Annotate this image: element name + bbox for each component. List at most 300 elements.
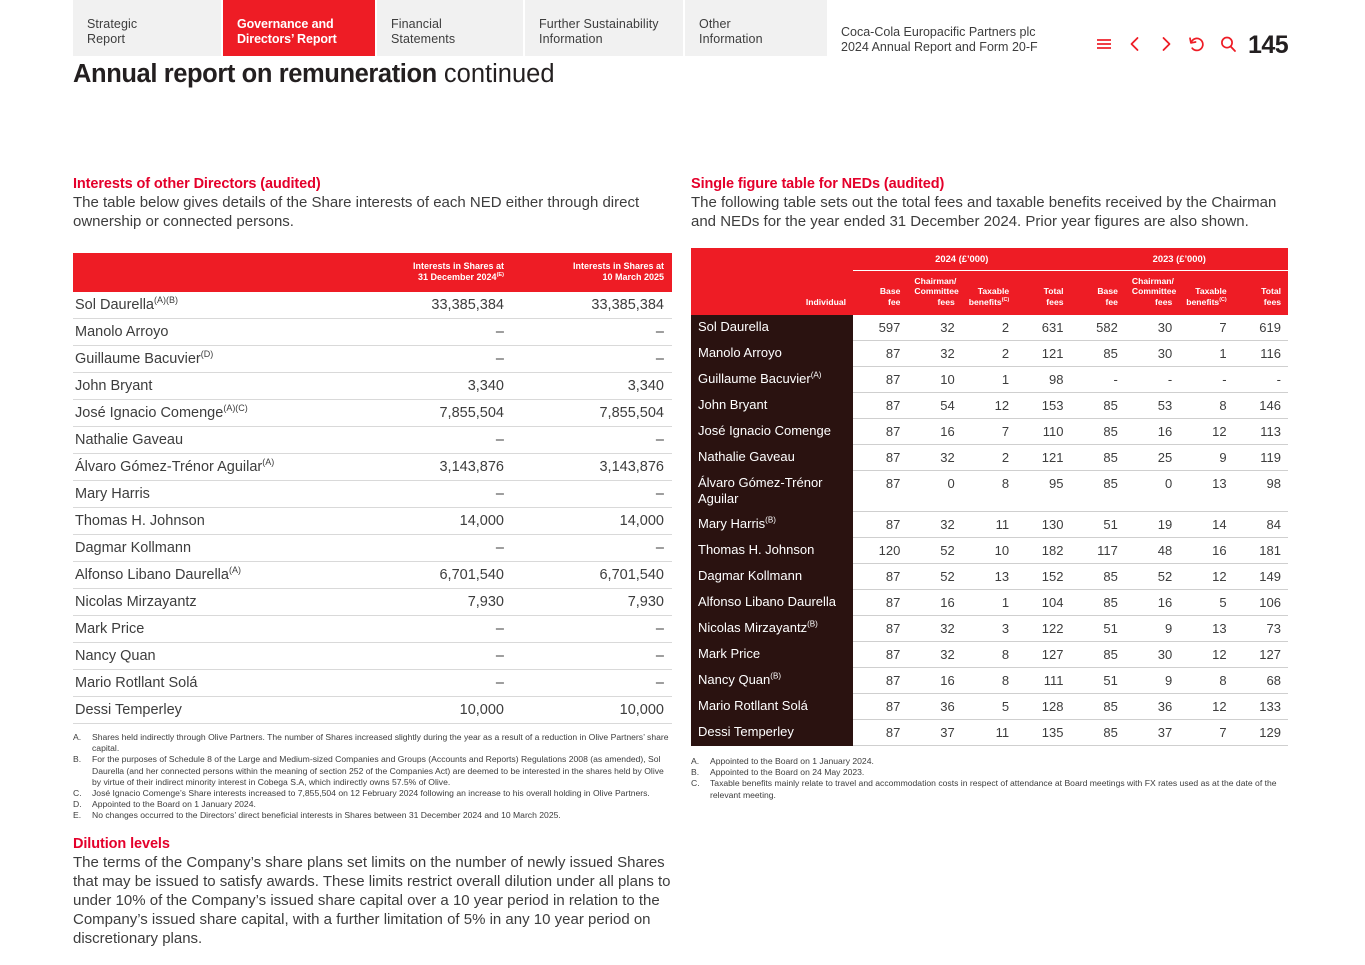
table-header (73, 253, 672, 292)
cell-director-name: Dessi Temperley (73, 697, 352, 724)
column-header-2023-taxable-benefits (1179, 276, 1233, 316)
cell-2023-total-fees: 119 (1234, 445, 1288, 471)
table-row (691, 720, 1288, 746)
table-row (691, 393, 1288, 419)
page-title-continued: continued (436, 60, 555, 88)
cell-2023-base-fee: 582 (1071, 315, 1125, 341)
footnote-marker: (B) (770, 671, 781, 681)
cell-2023-chairman-committee-fees: 48 (1125, 538, 1179, 564)
undo-icon[interactable] (1187, 34, 1207, 54)
top-navigation-bar (0, 0, 1365, 59)
cell-2024-total-fees: 121 (1016, 445, 1070, 471)
cell-2023-chairman-committee-fees: 36 (1125, 694, 1179, 720)
cell-director-name: Sol Daurella$^{(A)(B)}$ (73, 292, 352, 319)
cell-2023-chairman-committee-fees: 30 (1125, 341, 1179, 367)
cell-2023-chairman-committee-fees: 16 (1125, 590, 1179, 616)
footnote-marker: (A) (262, 457, 275, 468)
cell-2024-chairman-committee-fees: 52 (907, 538, 961, 564)
cell-2024-base-fee: 87 (853, 445, 907, 471)
cell-2024-chairman-committee-fees: 16 (907, 419, 961, 445)
cell-interests-31-december-2024: – (352, 616, 512, 643)
group-underline (853, 270, 1071, 271)
report-title (841, 25, 1038, 55)
cell-interests-31-december-2024: – (352, 535, 512, 562)
cell-director-name: John Bryant (73, 373, 352, 400)
cell-2024-taxable-benefits: 8 (962, 642, 1016, 668)
cell-individual-name: Dessi Temperley (691, 720, 853, 746)
cell-2024-chairman-committee-fees: 0 (907, 471, 961, 512)
intro-text-single-figure: The following table sets out the total fees and taxable benefits received by the Chairman and NEDs for the year ended 31 December 2024. Prior year figures are also shown. (691, 194, 1277, 230)
table-row (691, 616, 1288, 642)
footnote-marker: (A) (228, 565, 241, 576)
cell-2023-chairman-committee-fees: 25 (1125, 445, 1179, 471)
cell-2024-base-fee: 87 (853, 564, 907, 590)
lbl-l3: fees (1155, 296, 1173, 307)
cell-2023-taxable-benefits: 12 (1179, 419, 1233, 445)
cell-individual-name: Sol Daurella (691, 315, 853, 341)
tab-strategic-report[interactable] (73, 0, 221, 56)
cell-2024-base-fee: 87 (853, 720, 907, 746)
column-header-name (73, 253, 352, 292)
cell-interests-10-march-2025: 14,000 (512, 508, 672, 535)
lbl-l1: Chairman/ (1131, 275, 1174, 286)
lbl-l1: Total (1043, 286, 1064, 296)
cell-2023-chairman-committee-fees: 9 (1125, 616, 1179, 642)
table-body (691, 315, 1288, 746)
lbl-l1: Base (879, 286, 901, 296)
column-header-interests-10-march-2025 (512, 253, 672, 292)
footnote-text: Appointed to the Board on 1 January 2024. (710, 756, 874, 766)
table-row (691, 590, 1288, 616)
footnote-label: B. (73, 754, 82, 765)
cell-2024-base-fee: 87 (853, 471, 907, 512)
cell-individual-name: Álvaro Gómez-Trénor Aguilar (691, 471, 853, 512)
cell-2023-base-fee: 85 (1071, 419, 1125, 445)
footnote-marker: (A) (810, 370, 822, 380)
footnote-label: E. (73, 810, 82, 821)
cell-2023-total-fees: 133 (1234, 694, 1288, 720)
cell-interests-31-december-2024: – (352, 346, 512, 373)
footnote-text: Appointed to the Board on 24 May 2023. (710, 767, 865, 778)
cell-2023-taxable-benefits: 13 (1179, 471, 1233, 512)
cell-2023-total-fees: 127 (1234, 642, 1288, 668)
lbl-l2: Committee (1131, 286, 1177, 296)
col-header-line1: Interests in Shares at (572, 261, 664, 271)
tab-financial-statements[interactable] (377, 0, 523, 56)
tab-label-line1: Further Sustainability (539, 17, 659, 31)
cell-2023-taxable-benefits: 12 (1179, 694, 1233, 720)
cell-interests-10-march-2025: 7,930 (512, 589, 672, 616)
lbl-l2: fees (1263, 296, 1281, 307)
cell-director-name: Alfonso Libano Daurella$^{(A)}$ (73, 562, 352, 589)
lbl-l1: Total (1261, 286, 1281, 296)
cell-2024-taxable-benefits: 1 (962, 590, 1016, 616)
table-row (691, 642, 1288, 668)
footnote-item (691, 767, 1288, 778)
cell-interests-10-march-2025: 3,143,876 (512, 454, 672, 481)
cell-2024-total-fees: 95 (1016, 471, 1070, 512)
page-number: 145 (1248, 31, 1289, 59)
cell-interests-31-december-2024: 6,701,540 (352, 562, 512, 589)
column-header-individual (691, 248, 853, 315)
cell-interests-31-december-2024: 7,855,504 (352, 400, 512, 427)
cell-2024-total-fees: 153 (1016, 393, 1070, 419)
footnote-label: A. (73, 732, 82, 742)
cell-2023-taxable-benefits: 7 (1179, 315, 1233, 341)
cell-interests-31-december-2024: 3,143,876 (352, 454, 512, 481)
cell-2024-chairman-committee-fees: 32 (907, 642, 961, 668)
section-title-interests-of-other-directors: Interests of other Directors (audited) (73, 176, 321, 192)
footnote-item (73, 788, 672, 799)
table-row (73, 670, 672, 697)
report-title-line1: Coca-Cola Europacific Partners plc (841, 25, 1036, 39)
table-row (73, 427, 672, 454)
cell-interests-10-march-2025: – (512, 481, 672, 508)
table-row (73, 346, 672, 373)
cell-2023-total-fees: 146 (1234, 393, 1288, 419)
cell-2024-chairman-committee-fees: 32 (907, 315, 961, 341)
cell-interests-31-december-2024: 10,000 (352, 697, 512, 724)
cell-2024-taxable-benefits: 12 (962, 393, 1016, 419)
cell-director-name: Mary Harris (73, 481, 352, 508)
cell-2024-total-fees: 111 (1016, 668, 1070, 694)
cell-2024-total-fees: 135 (1016, 720, 1070, 746)
footnote-text: No changes occurred to the Directors’ direct beneficial interests in Shares between 31 December 2024 and 10 March 2025. (92, 810, 561, 821)
cell-2023-total-fees: - (1234, 367, 1288, 393)
chevron-right-icon[interactable] (1156, 34, 1176, 54)
cell-2024-chairman-committee-fees: 16 (907, 668, 961, 694)
cell-2024-chairman-committee-fees: 32 (907, 512, 961, 538)
cell-2023-base-fee: 51 (1071, 668, 1125, 694)
footnote-text: Taxable benefits mainly relate to travel and accommodation costs in respect of attendance at Board meetings with FX rates used as at the date of the relevant meeting. (710, 778, 1277, 800)
cell-2023-total-fees: 116 (1234, 341, 1288, 367)
cell-2024-taxable-benefits: 8 (962, 668, 1016, 694)
table-row (691, 367, 1288, 393)
cell-2023-base-fee: 117 (1071, 538, 1125, 564)
group-label-2023: 2023 (£’000) (1152, 253, 1206, 264)
cell-2024-base-fee: 120 (853, 538, 907, 564)
cell-interests-10-march-2025: – (512, 670, 672, 697)
cell-interests-10-march-2025: 6,701,540 (512, 562, 672, 589)
footnote-marker: (A)(C) (223, 403, 248, 414)
table-body (73, 292, 672, 724)
footnote-marker: (B) (807, 619, 818, 629)
menu-icon[interactable] (1094, 34, 1114, 54)
cell-2024-chairman-committee-fees: 37 (907, 720, 961, 746)
lbl-l1: Taxable (977, 286, 1010, 296)
cell-2023-taxable-benefits: 1 (1179, 341, 1233, 367)
cell-2024-chairman-committee-fees: 32 (907, 616, 961, 642)
cell-2024-taxable-benefits: 13 (962, 564, 1016, 590)
footnote-text: Shares held indirectly through Olive Partners. The number of Shares increased slightly during the year as a result of a reduction in Olive Partners’ share capital. (92, 732, 669, 754)
cell-2023-chairman-committee-fees: 30 (1125, 315, 1179, 341)
cell-interests-31-december-2024: 3,340 (352, 373, 512, 400)
cell-individual-name: Nathalie Gaveau (691, 445, 853, 471)
cell-2023-total-fees: 84 (1234, 512, 1288, 538)
cell-2023-chairman-committee-fees: 30 (1125, 642, 1179, 668)
footnote-text: For the purposes of Schedule 8 of the Large and Medium-sized Companies and Groups (Accounts and Reports) Regulations 2008 (as amended), Sol Daurella (and her connected persons within the meaning of section 252 of the Companies Act) are deemed to be interested in the shares held by Olive by virtue of their indirect minority interest in Cobega S.A, which indirectly owns 57.5% of Olive. (92, 754, 664, 787)
cell-2024-taxable-benefits: 1 (962, 367, 1016, 393)
lbl-l2: benefits (1186, 296, 1220, 307)
footnote-text: Appointed to the Board on 1 January 2024. (92, 799, 256, 810)
table-row (73, 616, 672, 643)
section-title-single-figure-table-neds: Single figure table for NEDs (audited) (691, 176, 945, 192)
dilution-levels-text: The terms of the Company’s share plans set limits on the number of newly issued Shares that may be issued to satisfy awards. These limits restrict overall dilution under all plans to under 10% of the Company’s issued share capital over a 10 year period in relation to the Company’s issued share capital, with a further limitation of 5% in any 10 year period on discretionary plans. (73, 853, 671, 947)
lbl-l2: fee (887, 296, 901, 307)
column-header-interests-31-december-2024 (352, 253, 512, 292)
column-header-2023-total-fees (1234, 276, 1288, 316)
footnote-label: D. (73, 799, 82, 810)
cell-2023-total-fees: 113 (1234, 419, 1288, 445)
cell-individual-name: José Ignacio Comenge (691, 419, 853, 445)
cell-2023-base-fee: 85 (1071, 694, 1125, 720)
footnote-text: José Ignacio Comenge’s Share interests increased to 7,855,504 on 12 February 2024 following an increase to his overall holding in Olive Partners. (92, 788, 650, 799)
group-label-2024: 2024 (£’000) (935, 253, 989, 264)
tab-label-line1: Other (699, 17, 731, 31)
footnote-item (691, 756, 1288, 767)
table-row (73, 697, 672, 724)
table-row (73, 319, 672, 346)
footnote-label: A. (691, 756, 700, 766)
cell-2024-base-fee: 87 (853, 694, 907, 720)
table-header-row (73, 253, 672, 292)
cell-2024-base-fee: 87 (853, 616, 907, 642)
col-header-line2: 31 December 2024 (418, 272, 497, 282)
footnote-item (73, 799, 672, 810)
cell-2023-base-fee: 85 (1071, 341, 1125, 367)
col-header-line1: Interests in Shares at (412, 261, 504, 271)
cell-2024-taxable-benefits: 11 (962, 512, 1016, 538)
cell-2024-total-fees: 122 (1016, 616, 1070, 642)
cell-director-name: José Ignacio Comenge$^{(A)(C)}$ (73, 400, 352, 427)
cell-2024-base-fee: 87 (853, 393, 907, 419)
cell-2023-taxable-benefits: 5 (1179, 590, 1233, 616)
cell-2023-taxable-benefits: 13 (1179, 616, 1233, 642)
cell-2024-chairman-committee-fees: 52 (907, 564, 961, 590)
cell-2023-chairman-committee-fees: 9 (1125, 668, 1179, 694)
cell-interests-10-march-2025: 3,340 (512, 373, 672, 400)
table-row (691, 538, 1288, 564)
footnote-marker: (C) (1001, 296, 1010, 303)
table-row (73, 292, 672, 319)
cell-interests-10-march-2025: 10,000 (512, 697, 672, 724)
cell-director-name: Nathalie Gaveau (73, 427, 352, 454)
column-header-2024-taxable-benefits (962, 276, 1016, 316)
table-row (691, 668, 1288, 694)
cell-interests-31-december-2024: 7,930 (352, 589, 512, 616)
interests-of-other-directors-table (73, 253, 672, 724)
cell-individual-name: Nicolas Mirzayantz$^{(B)}$ (691, 616, 853, 642)
footnote-label: C. (73, 788, 82, 799)
footnote-marker: (C) (1219, 296, 1227, 303)
cell-2023-chairman-committee-fees: 0 (1125, 471, 1179, 512)
left-table-footnotes (73, 732, 672, 822)
cell-interests-10-march-2025: – (512, 535, 672, 562)
cell-2024-taxable-benefits: 10 (962, 538, 1016, 564)
left-column (73, 176, 672, 948)
cell-2024-taxable-benefits: 3 (962, 616, 1016, 642)
cell-2024-base-fee: 87 (853, 341, 907, 367)
lbl-l2: fees (1046, 296, 1064, 307)
footnote-item (73, 810, 672, 821)
cell-2023-total-fees: 73 (1234, 616, 1288, 642)
tab-label-line1: Strategic (87, 17, 138, 31)
column-group-header-2023 (1071, 248, 1289, 276)
cell-2024-total-fees: 152 (1016, 564, 1070, 590)
cell-2023-taxable-benefits: 8 (1179, 393, 1233, 419)
cell-2024-chairman-committee-fees: 32 (907, 445, 961, 471)
cell-2024-taxable-benefits: 11 (962, 720, 1016, 746)
cell-interests-31-december-2024: 33,385,384 (352, 292, 512, 319)
lbl-l1: Base (1097, 286, 1118, 296)
cell-2023-taxable-benefits: 14 (1179, 512, 1233, 538)
column-header-2023-base-fee (1071, 276, 1125, 316)
cell-director-name: Thomas H. Johnson (73, 508, 352, 535)
cell-2024-chairman-committee-fees: 16 (907, 590, 961, 616)
table-header (691, 248, 1288, 315)
cell-2023-total-fees: 98 (1234, 471, 1288, 512)
cell-interests-10-march-2025: – (512, 346, 672, 373)
cell-interests-31-december-2024: – (352, 643, 512, 670)
cell-interests-31-december-2024: 14,000 (352, 508, 512, 535)
cell-interests-31-december-2024: – (352, 427, 512, 454)
cell-2023-chairman-committee-fees: 19 (1125, 512, 1179, 538)
tab-label-line2: Statements (391, 32, 456, 46)
cell-2023-chairman-committee-fees: 16 (1125, 419, 1179, 445)
chevron-left-icon[interactable] (1125, 34, 1145, 54)
single-figure-table-for-neds (691, 248, 1288, 746)
cell-2024-total-fees: 98 (1016, 367, 1070, 393)
cell-2023-base-fee: 85 (1071, 590, 1125, 616)
cell-2023-base-fee: 85 (1071, 720, 1125, 746)
cell-2024-chairman-committee-fees: 10 (907, 367, 961, 393)
table-row (73, 400, 672, 427)
tab-label-line2: Report (87, 32, 126, 46)
cell-2023-taxable-benefits: 9 (1179, 445, 1233, 471)
tab-other-information[interactable] (685, 0, 827, 56)
lbl-l2: Committee (914, 286, 959, 296)
table-row (73, 562, 672, 589)
cell-individual-name: Manolo Arroyo (691, 341, 853, 367)
table-row (691, 445, 1288, 471)
cell-interests-10-march-2025: – (512, 319, 672, 346)
cell-director-name: Nancy Quan (73, 643, 352, 670)
cell-2023-chairman-committee-fees: 37 (1125, 720, 1179, 746)
cell-individual-name: Nancy Quan$^{(B)}$ (691, 668, 853, 694)
column-header-2024-base-fee (853, 276, 907, 316)
cell-2024-total-fees: 110 (1016, 419, 1070, 445)
table-row (691, 341, 1288, 367)
table-row (73, 508, 672, 535)
table-row (73, 454, 672, 481)
cell-2024-taxable-benefits: 2 (962, 315, 1016, 341)
cell-2023-taxable-benefits: 7 (1179, 720, 1233, 746)
table-row (691, 512, 1288, 538)
cell-2023-total-fees: 619 (1234, 315, 1288, 341)
cell-2024-total-fees: 182 (1016, 538, 1070, 564)
cell-interests-10-march-2025: – (512, 616, 672, 643)
tab-governance-and-directors-report[interactable] (223, 0, 375, 56)
tab-label-line1: Governance and (237, 17, 334, 31)
search-icon[interactable] (1218, 34, 1238, 54)
cell-interests-10-march-2025: – (512, 427, 672, 454)
section-title-dilution-levels: Dilution levels (73, 835, 170, 852)
column-header-2024-total-fees (1016, 276, 1070, 316)
cell-2024-chairman-committee-fees: 36 (907, 694, 961, 720)
cell-2023-total-fees: 181 (1234, 538, 1288, 564)
cell-2024-base-fee: 597 (853, 315, 907, 341)
cell-2024-base-fee: 87 (853, 590, 907, 616)
cell-2024-total-fees: 130 (1016, 512, 1070, 538)
cell-2024-taxable-benefits: 2 (962, 341, 1016, 367)
nav-icon-group (1094, 34, 1238, 54)
right-table-footnotes (691, 756, 1288, 801)
cell-2023-total-fees: 129 (1234, 720, 1288, 746)
cell-2024-taxable-benefits: 8 (962, 471, 1016, 512)
cell-2023-base-fee: 51 (1071, 512, 1125, 538)
lbl-l1: Chairman/ (914, 275, 957, 286)
cell-2023-base-fee: 51 (1071, 616, 1125, 642)
lbl-l2: fee (1105, 296, 1118, 307)
cell-interests-31-december-2024: – (352, 319, 512, 346)
table-row (691, 315, 1288, 341)
table-header-group-row (691, 248, 1288, 276)
cell-individual-name: Dagmar Kollmann (691, 564, 853, 590)
cell-2024-base-fee: 87 (853, 367, 907, 393)
cell-2024-total-fees: 127 (1016, 642, 1070, 668)
tab-label-line1: Financial (391, 17, 442, 31)
cell-2023-base-fee: - (1071, 367, 1125, 393)
cell-individual-name: Guillaume Bacuvier$^{(A)}$ (691, 367, 853, 393)
footnote-marker: (A)(B) (154, 295, 178, 306)
cell-2024-taxable-benefits: 7 (962, 419, 1016, 445)
right-column (691, 176, 1288, 801)
cell-2024-total-fees: 631 (1016, 315, 1070, 341)
cell-director-name: Manolo Arroyo (73, 319, 352, 346)
cell-2023-base-fee: 85 (1071, 564, 1125, 590)
tab-label-line2: Information (699, 32, 763, 46)
footnote-item (73, 754, 672, 788)
cell-2024-chairman-committee-fees: 32 (907, 341, 961, 367)
report-title-line2: 2024 Annual Report and Form 20-F (841, 40, 1038, 54)
cell-2024-total-fees: 104 (1016, 590, 1070, 616)
cell-2023-base-fee: 85 (1071, 393, 1125, 419)
lbl-l3: fees (937, 296, 955, 307)
table-row (691, 419, 1288, 445)
cell-director-name: Guillaume Bacuvier$^{(D)}$ (73, 346, 352, 373)
cell-2023-chairman-committee-fees: 52 (1125, 564, 1179, 590)
cell-interests-10-march-2025: 7,855,504 (512, 400, 672, 427)
cell-director-name: Mario Rotllant Solá (73, 670, 352, 697)
cell-2023-taxable-benefits: 12 (1179, 564, 1233, 590)
table-row (73, 481, 672, 508)
cell-individual-name: John Bryant (691, 393, 853, 419)
cell-2023-total-fees: 149 (1234, 564, 1288, 590)
cell-director-name: Mark Price (73, 616, 352, 643)
table-row (73, 643, 672, 670)
col-header-line2: 10 March 2025 (602, 272, 664, 282)
cell-2023-taxable-benefits: 8 (1179, 668, 1233, 694)
tab-further-sustainability-information[interactable] (525, 0, 683, 56)
column-group-header-2024 (853, 248, 1071, 276)
cell-2023-total-fees: 68 (1234, 668, 1288, 694)
cell-2024-base-fee: 87 (853, 642, 907, 668)
lbl-l1: Taxable (1195, 286, 1227, 296)
cell-individual-name: Mary Harris$^{(B)}$ (691, 512, 853, 538)
footnote-marker: (D) (200, 349, 214, 360)
cell-director-name: Nicolas Mirzayantz (73, 589, 352, 616)
footnote-label: C. (691, 778, 700, 789)
